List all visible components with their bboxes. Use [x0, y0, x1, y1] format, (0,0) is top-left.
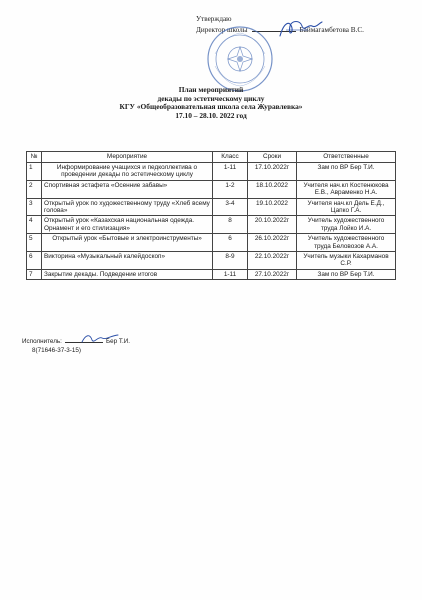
row-num: 7 [27, 269, 42, 279]
row-class: 1-11 [213, 163, 248, 181]
row-responsible: Зам по ВР Бер Т.И. [297, 163, 396, 181]
header-date: Сроки [248, 152, 297, 163]
row-num: 5 [27, 234, 42, 252]
row-date: 22.10.2022г [248, 252, 297, 270]
executor-signature-icon [80, 332, 120, 346]
table-row [27, 198, 396, 216]
row-responsible: Учитель музыки Кахарманов С.Р. [297, 252, 396, 270]
row-date: 19.10.2022 [248, 198, 297, 216]
row-date: 17.10.2022г [248, 163, 297, 181]
row-date: 27.10.2022г [248, 269, 297, 279]
title-line-4: 17.10 – 28.10. 2022 год [175, 110, 247, 120]
official-seal-icon [205, 24, 275, 94]
row-responsible: Учитель художественного труда Лойко И.А. [297, 216, 396, 234]
row-responsible: Учителя нач.кл Костенюкова Е.В., Авраменко Н.А. [297, 180, 396, 198]
executor-block [22, 336, 222, 355]
title-line-2: декады по эстетическому циклу [157, 93, 265, 103]
row-num: 1 [27, 163, 42, 181]
table-header-row [27, 152, 396, 163]
row-num: 3 [27, 198, 42, 216]
header-event: Мероприятие [42, 152, 213, 163]
executor-name: Бер Т.И. [105, 338, 130, 345]
header-class: Класс [213, 152, 248, 163]
title-line-1: План мероприятий [178, 85, 244, 94]
row-date: 20.10.2022г [248, 216, 297, 234]
row-class: 3-4 [213, 198, 248, 216]
row-event: Спортивная эстафета «Осенние забавы» [42, 180, 213, 198]
executor-line [22, 336, 222, 346]
row-class: 8 [213, 216, 248, 234]
row-num: 2 [27, 180, 42, 198]
row-class: 1-11 [213, 269, 248, 279]
row-event: Закрытие декады. Подведение итогов [42, 269, 213, 279]
row-num: 4 [27, 216, 42, 234]
row-event: Информирование учащихся и педколлектива о проведении декады по эстетическому циклу [42, 163, 213, 181]
table-row [27, 180, 396, 198]
events-table [26, 151, 396, 280]
row-date: 18.10.2022 [248, 180, 297, 198]
director-signature-icon [278, 18, 324, 40]
table-row [27, 252, 396, 270]
table-row [27, 163, 396, 181]
row-responsible: Учитель художественного труда Беловозов А.А. [297, 234, 396, 252]
document-title [60, 86, 362, 120]
table-row [27, 234, 396, 252]
approval-label: Утверждаю [196, 15, 232, 23]
row-event: Открытый урок «Казахская национальная одежда. Орнамент и его стилизация» [42, 216, 213, 234]
row-date: 26.10.2022г [248, 234, 297, 252]
executor-label: Исполнитель: [22, 338, 62, 345]
executor-phone: 8(71646-37-3-15) [32, 347, 82, 354]
header-num: № [27, 152, 42, 163]
header-responsible: Ответственные [297, 152, 396, 163]
row-num: 6 [27, 252, 42, 270]
director-label: Директор школы [196, 26, 248, 34]
table-row [27, 216, 396, 234]
row-responsible: Зам по ВР Бер Т.И. [297, 269, 396, 279]
director-name: Баймагамбетова В.С. [299, 26, 364, 34]
row-class: 8-9 [213, 252, 248, 270]
row-class: 1-2 [213, 180, 248, 198]
row-class: 6 [213, 234, 248, 252]
row-event: Открытый урок по художественному труду «Хлеб всему голова» [42, 198, 213, 216]
row-responsible: Учителя нач.кл Дель Е.Д., Цапко Г.А. [297, 198, 396, 216]
table-row [27, 269, 396, 279]
row-event: Открытый урок «Бытовые и электроинструменты» [42, 234, 213, 252]
row-event: Викторина «Музыкальный калейдоскоп» [42, 252, 213, 270]
title-line-3: КГУ «Общеобразовательная школа села Журавлевка» [119, 102, 303, 112]
